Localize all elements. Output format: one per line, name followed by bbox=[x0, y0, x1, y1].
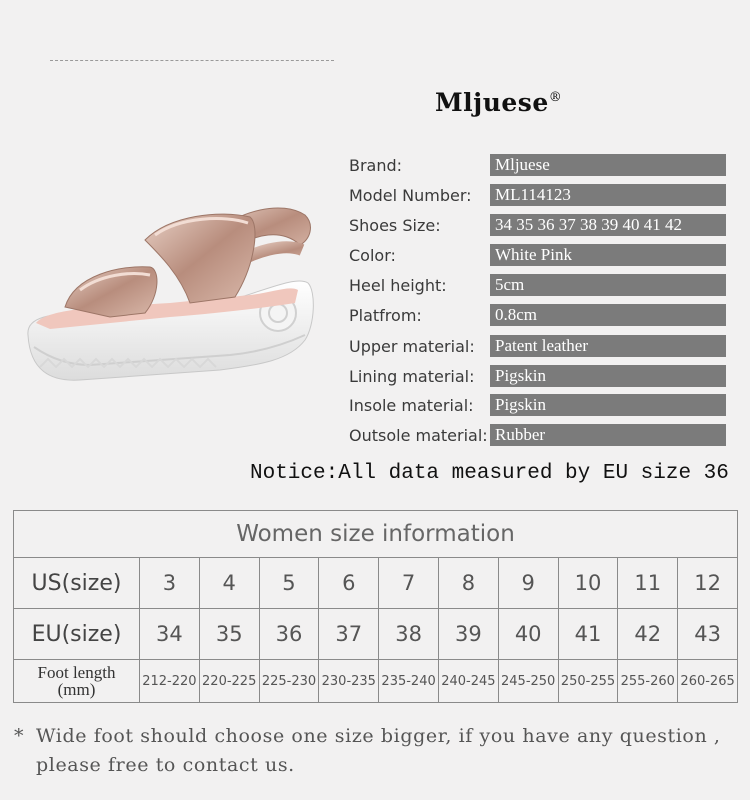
foot-length-cell: 245-250 bbox=[498, 660, 558, 703]
spec-row-model-number bbox=[349, 184, 729, 206]
table-row-eu bbox=[14, 609, 738, 660]
spec-label: Color: bbox=[349, 246, 396, 265]
us-size-cell: 3 bbox=[140, 558, 200, 609]
us-size-cell: 10 bbox=[558, 558, 618, 609]
eu-size-cell: 41 bbox=[558, 609, 618, 660]
spec-value: White Pink bbox=[490, 244, 726, 266]
size-advice-footnote bbox=[14, 722, 744, 780]
spec-row-insole-material bbox=[349, 394, 729, 416]
spec-label: Lining material: bbox=[349, 367, 475, 386]
brand-title: Mljuese® bbox=[435, 88, 563, 117]
spec-label: Insole material: bbox=[349, 396, 474, 415]
us-size-cell: 6 bbox=[319, 558, 379, 609]
spec-row-lining-material bbox=[349, 365, 729, 387]
foot-length-cell: 230-235 bbox=[319, 660, 379, 703]
eu-size-cell: 38 bbox=[379, 609, 439, 660]
us-size-cell: 5 bbox=[259, 558, 319, 609]
spec-label: Platfrom: bbox=[349, 306, 422, 325]
eu-size-cell: 35 bbox=[199, 609, 259, 660]
size-table bbox=[13, 510, 738, 703]
spec-value: 5cm bbox=[490, 274, 726, 296]
foot-length-cell: 235-240 bbox=[379, 660, 439, 703]
spec-value: 34 35 36 37 38 39 40 41 42 bbox=[490, 214, 726, 236]
foot-length-cell: 260-265 bbox=[678, 660, 738, 703]
spec-value: ML114123 bbox=[490, 184, 726, 206]
foot-length-cell: 250-255 bbox=[558, 660, 618, 703]
us-size-cell: 12 bbox=[678, 558, 738, 609]
spec-value: Mljuese bbox=[490, 154, 726, 176]
table-row-foot-length bbox=[14, 660, 738, 703]
eu-size-cell: 43 bbox=[678, 609, 738, 660]
spec-label: Model Number: bbox=[349, 186, 472, 205]
us-size-cell: 4 bbox=[199, 558, 259, 609]
sandal-product-image bbox=[20, 195, 320, 395]
size-table-caption: Women size information bbox=[14, 511, 738, 558]
spec-row-heel-height bbox=[349, 274, 729, 296]
us-size-cell: 7 bbox=[379, 558, 439, 609]
eu-size-cell: 34 bbox=[140, 609, 200, 660]
foot-length-cell: 255-260 bbox=[618, 660, 678, 703]
footnote-line-1: Wide foot should choose one size bigger, if you have any question , bbox=[36, 725, 721, 747]
spec-label: Shoes Size: bbox=[349, 216, 441, 235]
foot-length-cell: 225-230 bbox=[259, 660, 319, 703]
foot-length-cell: 220-225 bbox=[199, 660, 259, 703]
table-row-us bbox=[14, 558, 738, 609]
us-size-label: US(size) bbox=[14, 558, 140, 609]
foot-length-cell: 212-220 bbox=[140, 660, 200, 703]
spec-row-shoes-size bbox=[349, 214, 729, 236]
spec-label: Heel height: bbox=[349, 276, 447, 295]
dashed-divider bbox=[50, 60, 334, 61]
eu-size-label: EU(size) bbox=[14, 609, 140, 660]
us-size-cell: 9 bbox=[498, 558, 558, 609]
spec-label: Upper material: bbox=[349, 337, 475, 356]
foot-length-label: Foot length (mm) bbox=[14, 660, 140, 703]
spec-row-upper-material bbox=[349, 335, 729, 357]
spec-value: Rubber bbox=[490, 424, 726, 446]
spec-row-outsole-material bbox=[349, 424, 729, 446]
spec-row-platform bbox=[349, 304, 729, 326]
foot-length-cell: 240-245 bbox=[438, 660, 498, 703]
spec-row-color bbox=[349, 244, 729, 266]
footnote-line-2: please free to contact us. bbox=[36, 754, 295, 776]
spec-label: Outsole material: bbox=[349, 426, 488, 445]
eu-size-cell: 36 bbox=[259, 609, 319, 660]
us-size-cell: 11 bbox=[618, 558, 678, 609]
measurement-notice: Notice:All data measured by EU size 36 bbox=[250, 462, 729, 485]
eu-size-cell: 39 bbox=[438, 609, 498, 660]
spec-value: Pigskin bbox=[490, 365, 726, 387]
spec-row-brand bbox=[349, 154, 729, 176]
spec-value: 0.8cm bbox=[490, 304, 726, 326]
eu-size-cell: 42 bbox=[618, 609, 678, 660]
eu-size-cell: 40 bbox=[498, 609, 558, 660]
spec-value: Pigskin bbox=[490, 394, 726, 416]
eu-size-cell: 37 bbox=[319, 609, 379, 660]
spec-value: Patent leather bbox=[490, 335, 726, 357]
us-size-cell: 8 bbox=[438, 558, 498, 609]
spec-label: Brand: bbox=[349, 156, 403, 175]
footnote-asterisk: * bbox=[14, 725, 25, 747]
